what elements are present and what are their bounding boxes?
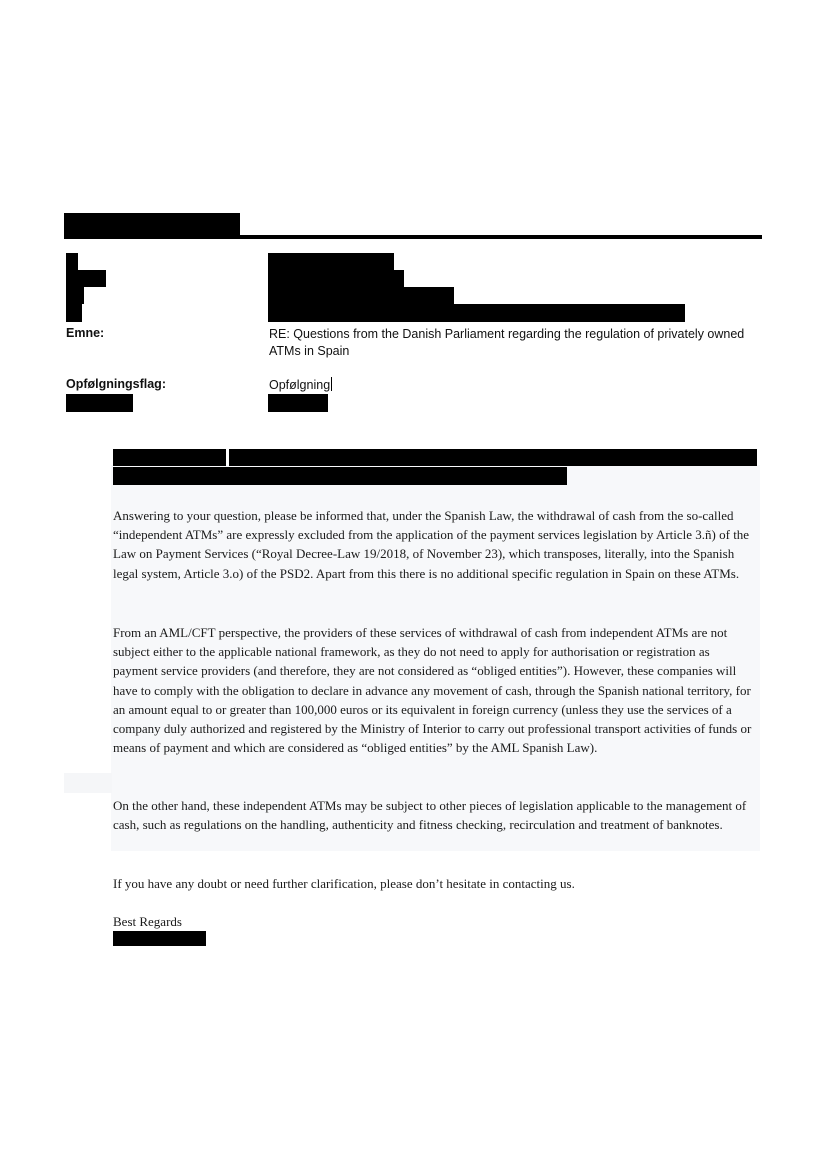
redacted-header-value	[268, 287, 454, 304]
redacted-header-value	[268, 394, 328, 412]
text-cursor	[331, 377, 332, 391]
redacted-signature	[113, 931, 206, 946]
redacted-header-label	[66, 287, 84, 304]
redacted-quote-header	[113, 467, 567, 485]
redacted-sender-name	[64, 213, 240, 236]
subject-value: RE: Questions from the Danish Parliament regarding the regulation of privately owned ATMs in Spain	[269, 327, 745, 358]
body-paragraph-2: From an AML/CFT perspective, the providers of these services of withdrawal of cash from independent ATMs are not subject either to the applicable national framework, as they do not need to apply for authorisation or registration as payment service providers (and therefore, they are not considered as “obliged entities”). However, these companies will have to comply with the obligation to declare in advance any movement of cash, through the Spanish national territory, for an amount equal to or greater than 100,000 euros or its equivalent in foreign currency (unless they use the services of a company duly authorized and registered by the Ministry of Interior to carry out professional transport activities of funds or means of payment and which are considered as “obliged entities” by the AML Spanish Law).	[113, 625, 752, 756]
redacted-header-value	[268, 253, 394, 270]
redacted-header-label	[66, 270, 106, 287]
body-closing: Best Regards	[113, 914, 182, 929]
redacted-header-value	[268, 304, 685, 322]
flag-value-text: Opfølgning	[269, 378, 331, 392]
redacted-quote-header	[229, 449, 757, 466]
body-paragraph-1: Answering to your question, please be informed that, under the Spanish Law, the withdrawal of cash from the so-called “independent ATMs” are expressly excluded from the application of the payment services legislation by Article 3.ñ) of the Law on Payment Services (“Royal Decree-Law 19/2018, of November 23), which transposes, literally, into the Spanish legal system, Article 3.o) of the PSD2. Apart from this there is no additional specific regulation in Spain on these ATMs.	[113, 508, 750, 581]
redacted-quote-header	[113, 449, 226, 466]
redacted-header-label	[66, 394, 133, 412]
header-divider	[64, 235, 762, 239]
redacted-header-label	[66, 304, 82, 322]
flag-label: Opfølgningsflag:	[66, 377, 166, 391]
body-paragraph-4: If you have any doubt or need further clarification, please don’t hesitate in contacting us.	[113, 876, 575, 891]
body-paragraph-3: On the other hand, these independent ATMs may be subject to other pieces of legislation applicable to the management of cash, such as regulations on the handling, authenticity and fitness checking, recirculation and treatment of banknotes.	[113, 798, 747, 833]
redacted-header-label	[66, 253, 78, 270]
quoted-shading	[64, 773, 112, 793]
redacted-header-value	[268, 270, 404, 287]
subject-label: Emne:	[66, 326, 105, 340]
flag-value	[269, 377, 749, 394]
